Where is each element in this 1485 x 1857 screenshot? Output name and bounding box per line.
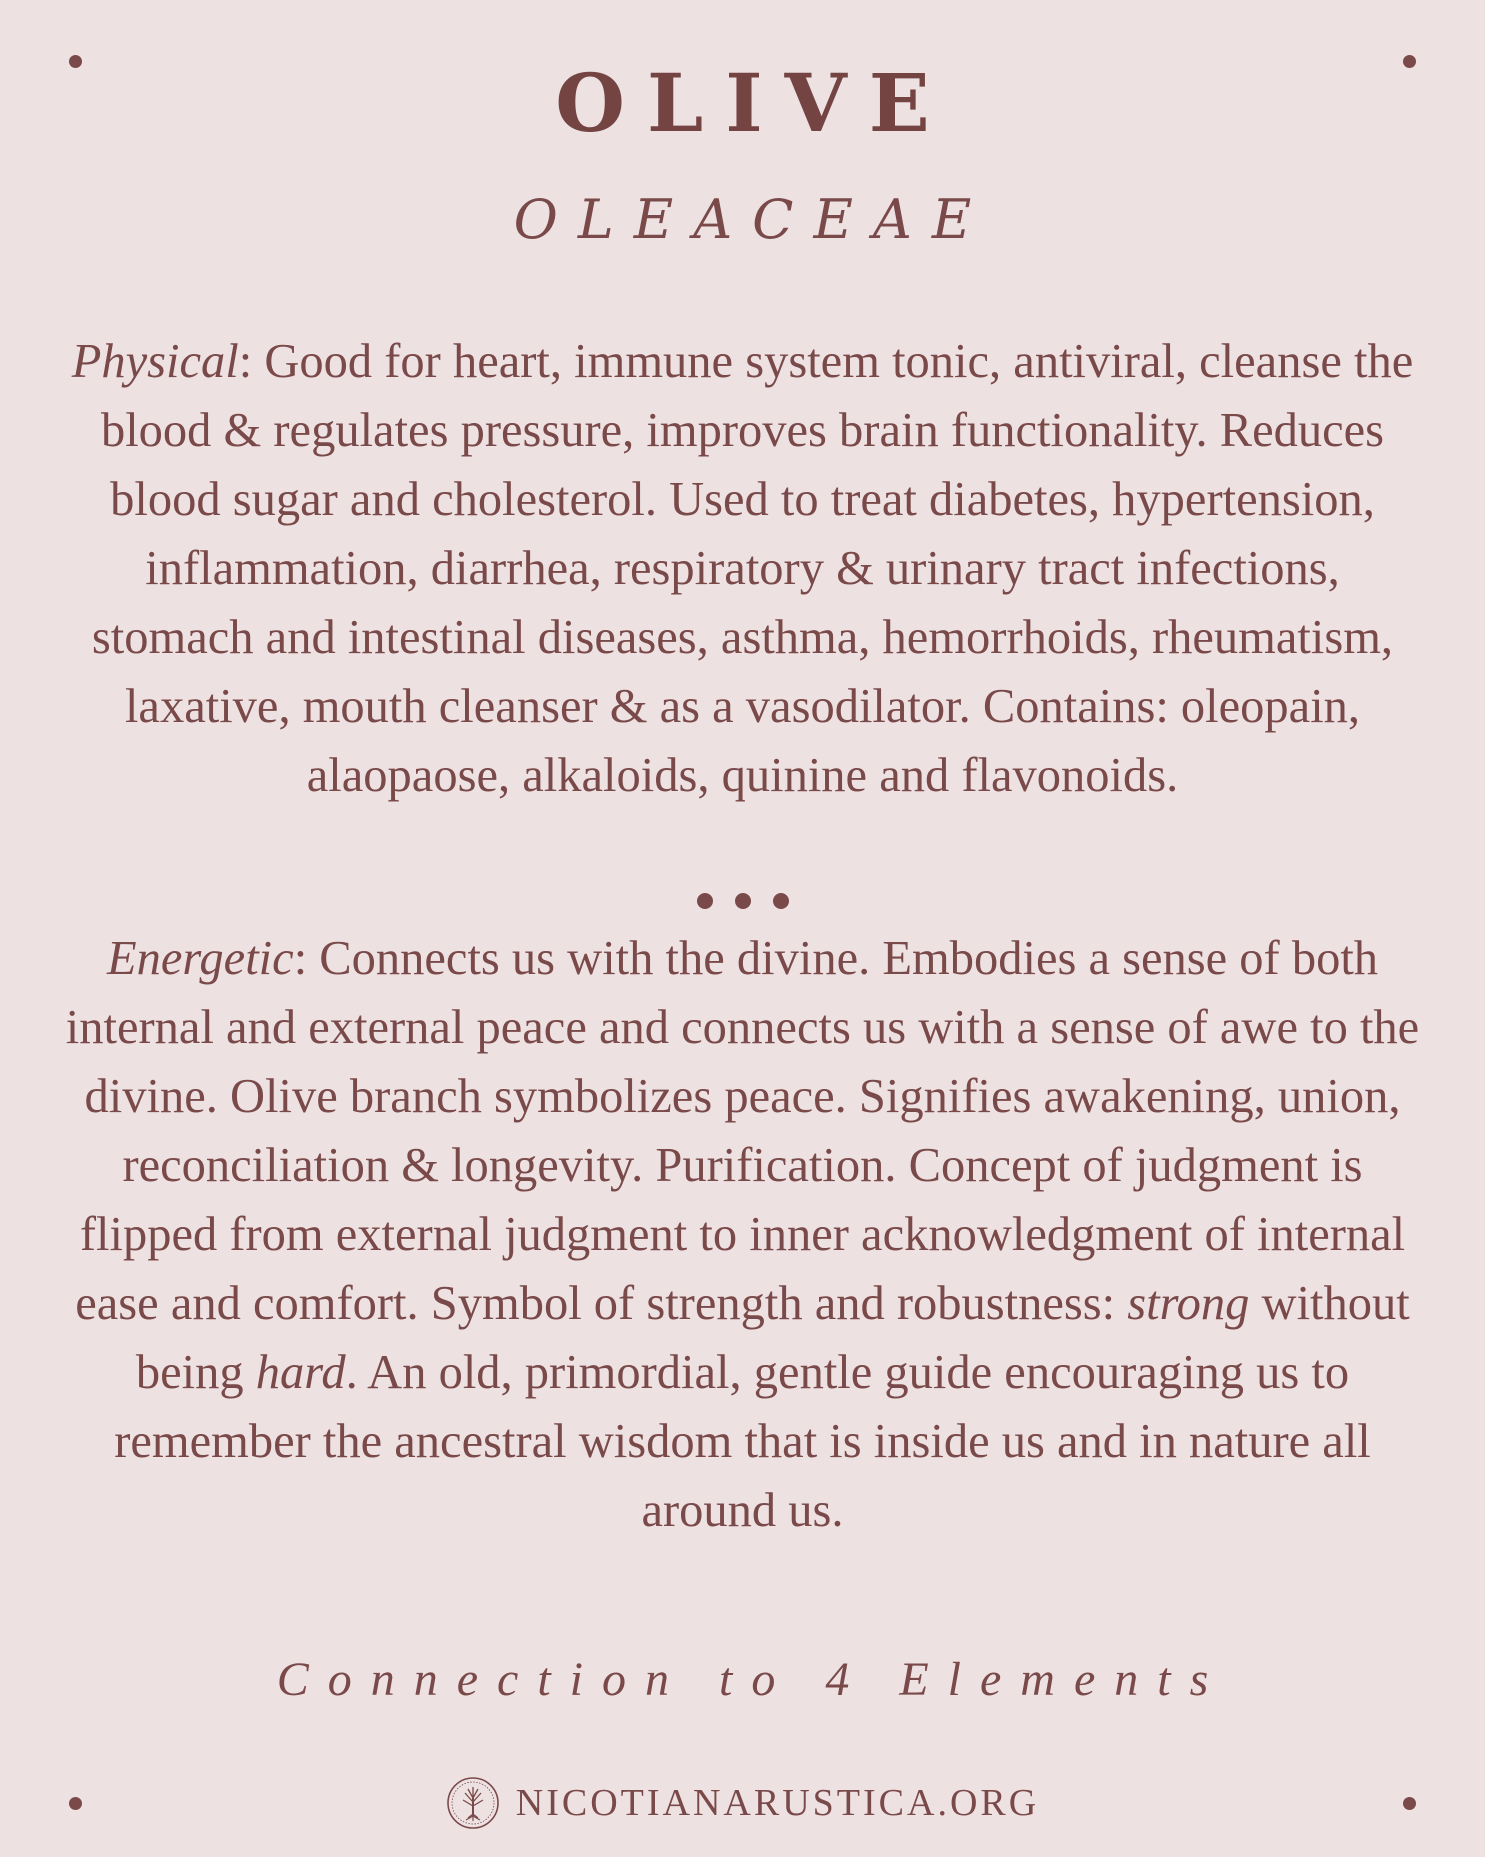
energetic-text-part-3: . An old, primordial, gentle guide encouraging us to remember the ancestral wisdom that is inside us and in nature all around us. xyxy=(114,1346,1371,1537)
site-url: NICOTIANARUSTICA.ORG xyxy=(515,1782,1040,1824)
energetic-paragraph xyxy=(60,924,1425,1545)
physical-paragraph xyxy=(60,327,1425,810)
physical-label: Physical xyxy=(71,335,239,388)
section-separator xyxy=(0,893,1485,909)
separator-dot xyxy=(773,893,789,909)
energetic-emphasis-hard: hard xyxy=(255,1346,346,1399)
separator-dot xyxy=(697,893,713,909)
energetic-emphasis-strong: strong xyxy=(1127,1277,1250,1330)
family-subtitle: OLEACEAE xyxy=(513,188,992,251)
energetic-label: Energetic xyxy=(106,932,294,985)
elements-heading: Connection to 4 Elements xyxy=(276,1653,1228,1706)
page-title: OLIVE xyxy=(555,56,952,150)
separator-dot xyxy=(735,893,751,909)
tree-of-life-icon xyxy=(446,1776,500,1830)
footer xyxy=(0,1773,1485,1833)
physical-text: : Good for heart, immune system tonic, antiviral, cleanse the blood & regulates pressure, improves brain functionality. Reduces blood sugar and cholesterol. Used to treat diabetes, hypertension, inflammation, diarrhea, respiratory & urinary tract infections, stomach and intestinal diseases, asthma, hemorrhoids, rheumatism, laxative, mouth cleanser & as a vasodilator. Contains: oleopain, alaopaose, alkaloids, quinine and flavonoids. xyxy=(91,335,1414,802)
energetic-text-part-1: : Connects us with the divine. Embodies a sense of both internal and external peace and connects us with a sense of awe to the divine. Olive branch symbolizes peace. Signifies awakening, union, reconciliation & longevity. Purification. Concept of judgment is flipped from external judgment to inner acknowledgment of internal ease and comfort. Symbol of strength and robustness: xyxy=(65,932,1420,1330)
energetic-text-part-2: without being xyxy=(135,1277,1410,1399)
